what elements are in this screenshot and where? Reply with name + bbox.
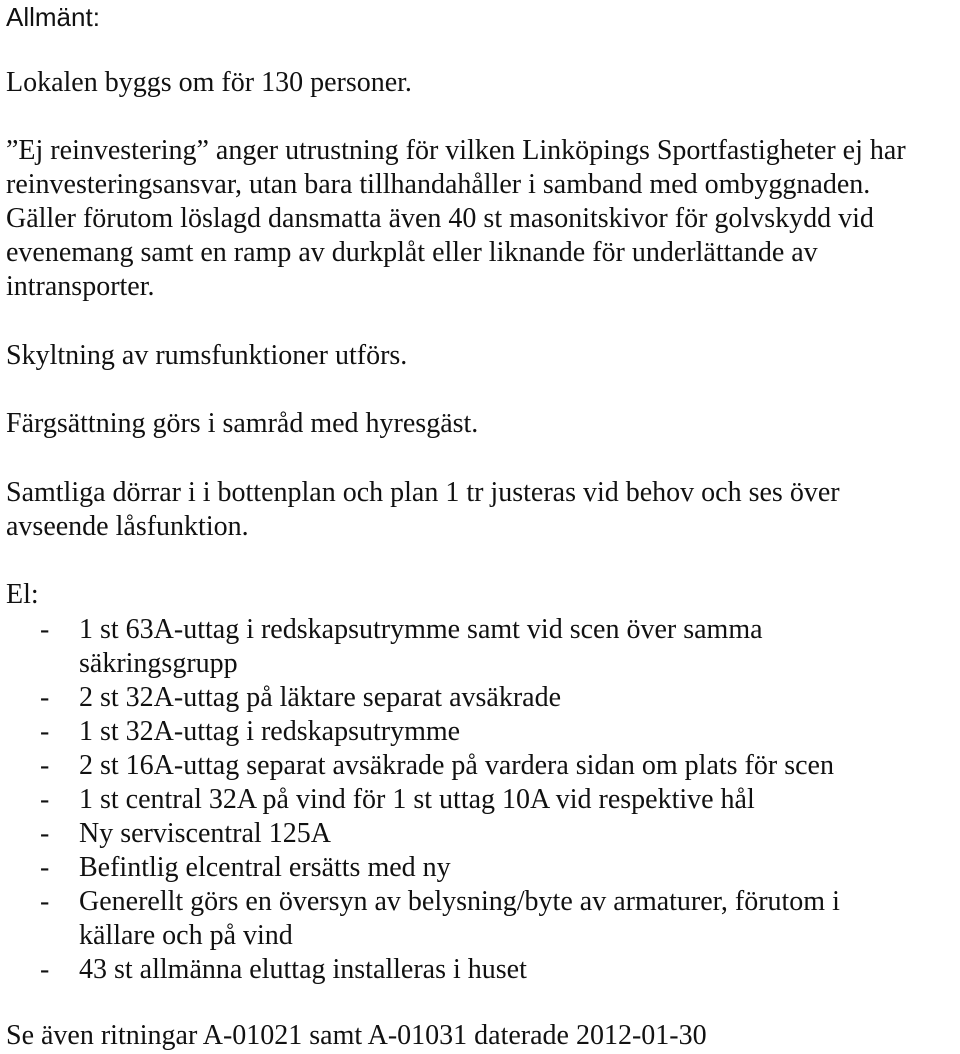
list-item-line: 43 st allmänna eluttag installeras i huset	[79, 954, 527, 985]
list-item	[6, 817, 956, 851]
list-item-line: 2 st 32A-uttag på läktare separat avsäkrade	[79, 682, 562, 713]
paragraph-line: intransporter.	[6, 271, 155, 302]
section-title-el: El:	[6, 579, 39, 610]
list-dash: -	[40, 852, 50, 883]
list-item	[6, 783, 956, 817]
list-item-line: Generellt görs en översyn av belysning/byte av armaturer, förutom i	[79, 886, 840, 917]
list-item	[6, 681, 956, 715]
paragraph-colors: Färgsättning görs i samråd med hyresgäst.	[6, 408, 479, 439]
list-item-line: 2 st 16A-uttag separat avsäkrade på vardera sidan om plats för scen	[79, 750, 834, 781]
list-dash: -	[40, 750, 50, 781]
paragraph-reinvestment	[6, 134, 956, 304]
list-item-line: 1 st central 32A på vind för 1 st uttag 10A vid respektive hål	[79, 784, 755, 815]
paragraph-line: ”Ej reinvestering” anger utrustning för vilken Linköpings Sportfastigheter ej har	[6, 135, 906, 166]
paragraph-line: Samtliga dörrar i i bottenplan och plan 1 tr justeras vid behov och ses över	[6, 477, 840, 508]
list-item-line: Befintlig elcentral ersätts med ny	[79, 852, 451, 883]
list-item	[6, 953, 956, 987]
paragraph-capacity: Lokalen byggs om för 130 personer.	[6, 67, 412, 98]
list-item-line: 1 st 32A-uttag i redskapsutrymme	[79, 716, 461, 747]
list-item	[6, 715, 956, 749]
list-item	[6, 885, 956, 953]
paragraph-line: Gäller förutom löslagd dansmatta även 40 st masonitskivor för golvskydd vid	[6, 203, 874, 234]
list-dash: -	[40, 784, 50, 815]
list-dash: -	[40, 818, 50, 849]
list-dash: -	[40, 682, 50, 713]
list-item-line: säkringsgrupp	[79, 648, 238, 679]
list-dash: -	[40, 954, 50, 985]
paragraph-drawings-reference: Se även ritningar A-01021 samt A-01031 daterade 2012-01-30	[6, 1020, 707, 1051]
paragraph-line: avseende låsfunktion.	[6, 511, 249, 542]
paragraph-line: reinvesteringsansvar, utan bara tillhandahåller i samband med ombyggnaden.	[6, 169, 871, 200]
paragraph-line: evenemang samt en ramp av durkplåt eller liknande för underlättande av	[6, 237, 818, 268]
list-item-line: Ny serviscentral 125A	[79, 818, 331, 849]
list-dash: -	[40, 716, 50, 747]
list-item-line: 1 st 63A-uttag i redskapsutrymme samt vid scen över samma	[79, 614, 763, 645]
section-heading-allmant: Allmänt:	[6, 2, 100, 32]
list-item	[6, 613, 956, 681]
list-dash: -	[40, 886, 50, 917]
paragraph-signage: Skyltning av rumsfunktioner utförs.	[6, 340, 408, 371]
el-list	[6, 613, 956, 987]
list-item	[6, 749, 956, 783]
list-item	[6, 851, 956, 885]
paragraph-doors	[6, 476, 956, 544]
list-item-line: källare och på vind	[79, 920, 293, 951]
list-dash: -	[40, 614, 50, 645]
